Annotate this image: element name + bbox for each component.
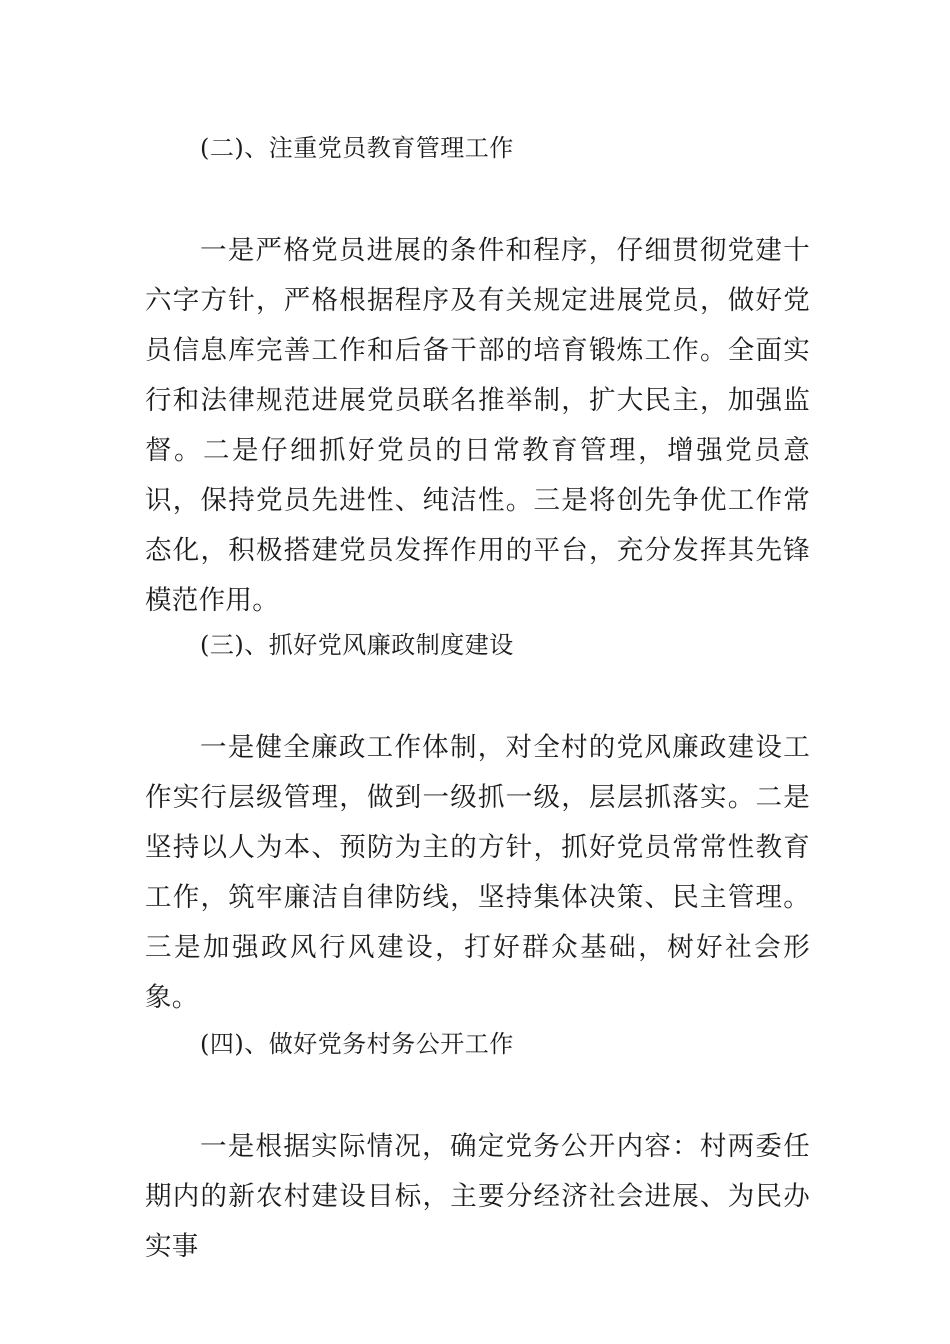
section-heading-3: (三)、抓好党风廉政制度建设 [200, 631, 514, 659]
section-body-4: 一是根据实际情况，确定党务公开内容：村两委任期内的新农村建设目标，主要分经济社会进展、为民办实事 [145, 1131, 810, 1262]
section-body-2: 一是严格党员进展的条件和程序，仔细贯彻党建十六字方针，严格根据程序及有关规定进展党员，做好党员信息库完善工作和后备干部的培育锻炼工作。全面实行和法律规范进展党员联名推举制，扩大民主，加强监督。二是仔细抓好党员的日常教育管理，增强党员意识，保持党员先进性、纯洁性。三是将创先争优工作常态化，积极搭建党员发挥作用的平台，充分发挥其先锋模范作用。 [145, 235, 810, 616]
section-heading-2: (二)、注重党员教育管理工作 [200, 134, 514, 162]
section-heading-4: (四)、做好党务村务公开工作 [200, 1030, 514, 1058]
section-body-3: 一是健全廉政工作体制，对全村的党风廉政建设工作实行层级管理，做到一级抓一级，层层抓落实。二是坚持以人为本、预防为主的方针，抓好党员常常性教育工作，筑牢廉洁自律防线，坚持集体决策、民主管理。三是加强政风行风建设，打好群众基础，树好社会形象。 [145, 732, 810, 1013]
